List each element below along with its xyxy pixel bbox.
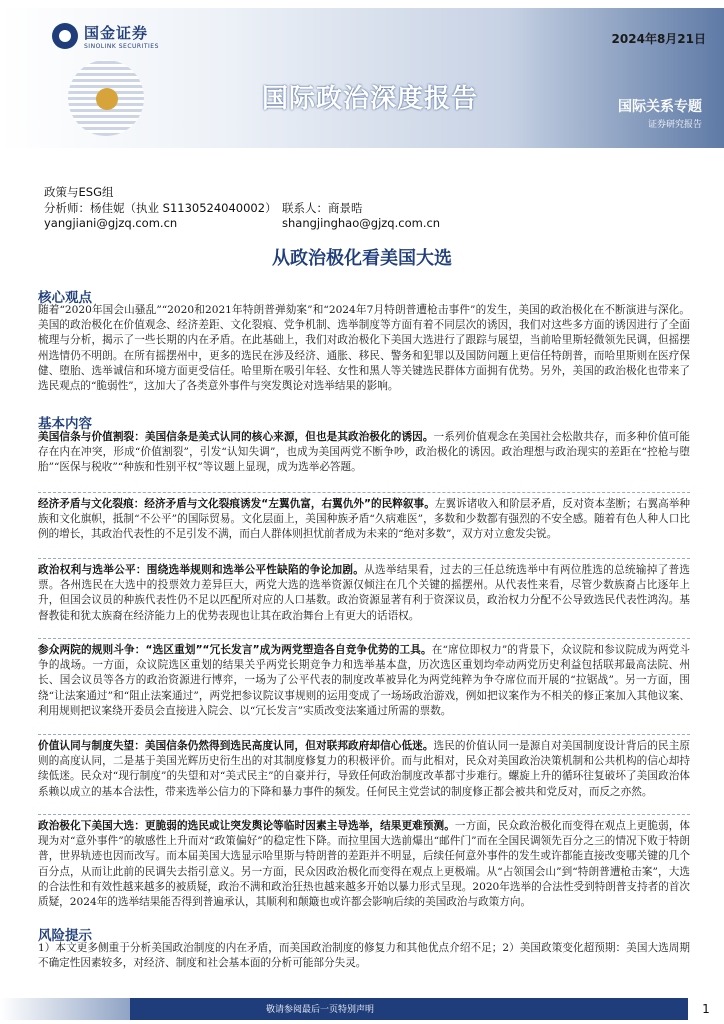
contact-line: 联系人：商景晧 xyxy=(282,201,363,215)
basic-item-lead: 政治权利与选举公平：围绕选举规则和选举公平性缺陷的争论加剧。 xyxy=(38,564,365,576)
basic-heading: 基本内容 xyxy=(38,416,92,432)
qr-center-badge-icon xyxy=(96,88,118,110)
risk-heading: 风险提示 xyxy=(38,928,92,944)
basic-item xyxy=(38,819,690,910)
basic-item-lead: 价值认同与制度失望：美国信条仍然得到选民高度认同，但对联邦政府却信心低迷。 xyxy=(38,740,434,752)
basic-item-text: 从选举结果看，过去的三任总统选举中有两位胜选的总统输掉了普选票。各州选民在大选中的投票效力差异巨大，两党大选的选举资源仅倾注在几个关键的摇摆州。从代表性来看，尽管少数族裔占比逐年上升，但国会议员的种族代表性仍不足以匹配所对应的人口基数。政治资源显著有利于资深议员，政治权力分配不公导致选民代表性鸿沟。基督教徒和犹太族裔在经济能力上的优势表现也让其在政治舞台上有更大的话语权。 xyxy=(38,564,690,622)
risk-paragraph: 1）本文更多侧重于分析美国政治制度的内在矛盾，而美国政治制度的修复力和其他优点介绍不足；2）美国政策变化超预期：美国大选周期不确定性因素较多，对经济、制度和社会基本面的分析可能部分失灵。 xyxy=(38,942,690,970)
basic-item-lead: 政治极化下美国大选：更脆弱的选民或让突发舆论等临时因素主导选举，结果更难预测。 xyxy=(38,820,455,832)
core-paragraph: 随着“2020年国会山骚乱”“2020和2021年特朗普弹劾案”和“2024年7月特朗普遭枪击事件”的发生，美国的政治极化在不断演进与深化。美国的政治极化在价值观念、经济差距、文化裂痕、党争机制、选举制度等方面有着不同层次的诱因，我们对这些多方面的诱因进行了全面梳理与分析，揭示了一些长期的内在矛盾。在此基础上，我们对政治极化下美国大选进行了跟踪与展望，当前哈里斯轻微领先民调，但摇摆州选情仍不明朗。在所有摇摆州中，更多的选民在涉及经济、通胀、移民、警务和犯罪以及国防问题上更信任特朗普，而哈里斯则在医疗保健、堕胎、选举诚信和环境方面更受信任。哈里斯在吸引年轻、女性和黑人等关键选民群体方面拥有优势。另外，美国的政治极化也带来了选民观点的“脆弱性”，这加大了各类意外事件与突发舆论对选举结果的影响。 xyxy=(38,304,690,393)
logo-name-en: SINOLINK SECURITIES xyxy=(84,43,159,50)
page-number: 1 xyxy=(688,998,724,1020)
report-date: 2024年8月21日 xyxy=(611,32,706,46)
core-heading: 核心观点 xyxy=(38,290,92,306)
document-title: 从政治极化看美国大选 xyxy=(272,248,452,269)
analyst-line: 分析师：杨佳妮（执业 S1130524040002） xyxy=(44,201,277,215)
report-series-sub: 证券研究报告 xyxy=(647,120,702,130)
divider xyxy=(38,814,690,815)
logo-name-cn: 国金证券 xyxy=(84,24,149,42)
basic-item-lead: 美国信条与价值割裂：美国信条是美式认同的核心来源，但也是其政治极化的诱因。 xyxy=(38,431,434,443)
team-name: 政策与ESG组 xyxy=(44,185,114,199)
report-type-title: 国际政治深度报告 xyxy=(262,84,479,114)
basic-item xyxy=(38,497,690,543)
basic-item xyxy=(38,430,690,476)
analyst-email[interactable]: yangjiani@gjzq.com.cn xyxy=(44,216,178,230)
basic-item xyxy=(38,563,690,624)
footer-disclaimer[interactable]: 敬请参阅最后一页特别声明 xyxy=(265,1005,374,1015)
basic-item-text: 选民的价值认同一是源自对美国制度设计背后的民主原则的高度认同，二是基于美国光辉历史衍生出的对其制度修复力的积极评价。而与此相对，民众对美国政治决策机制和公共机构的信心却持续低迷。民众对“现行制度”的失望和对“美式民主”的自豪并行，导致任何政治制度改革都寸步难行。螺旋上升的循环往复破坏了美国政治体系赖以成立的基本合法性，带来选举公信力的下降和暴力事件的频发。任何民主党尝试的制度修正都会被共和党反对，而反之亦然。 xyxy=(38,740,690,798)
contact-email[interactable]: shangjinghao@gjzq.com.cn xyxy=(282,216,441,230)
logo-mark-icon xyxy=(52,23,78,49)
report-header xyxy=(0,0,724,150)
basic-item-lead: 经济矛盾与文化裂痕：经济矛盾与文化裂痕诱发“左翼仇富，右翼仇外”的民粹叙事。 xyxy=(38,498,435,510)
basic-item-lead: 参众两院的规则斗争：“选区重划”“冗长发言”成为两党塑造各自竞争优势的工具。 xyxy=(38,644,432,656)
basic-item-text: 一方面，民众政治极化而变得在观点上更脆弱，体现为对“意外事件”的敏感性上升而对“政策偏好”的稳定性下降。而拉里国大选前爆出“邮件门”而在全国民调领先百分之三的情况下败于特朗普，世界轨迹也因而改写。而本届美国大选显示哈里斯与特朗普的差距并不明显，后续任何意外事件的发生或许都能直接改变哪关键的几个百分点，从而让此前的民调失去指引意义。另一方面，民众因政治极化而变得在观点上更极端。从“占领国会山”到“特朗普遭枪击案”，大选的合法性和有效性越来越多的被质疑，政治不满和政治狂热也越来越多开始以暴力形式呈现。2020年选举的合法性受到特朗普支持者的首次质疑，2024年的选举结果能否得到普遍承认，其顺利和颠簸也或许都会影响后续的美国政治与政策方向。 xyxy=(38,820,691,909)
divider xyxy=(38,638,690,639)
basic-item-text: 一系列价值观念在美国社会松散共存，而多种价值可能存在内在冲突，形成“价值割裂”，引发“认知失调”，也成为美国两党不断争吵，政治极化的诱因。政治理想与政治现实的差距在“控枪与堕胎”“医保与税收”“种族和性别平权”等议题上显现，成为选举必答题。 xyxy=(38,431,690,474)
divider xyxy=(38,492,690,493)
basic-item-text: 左翼诉诸收入和阶层矛盾，反对资本垄断；右翼高举种族和文化旗帜，抵制“不公平”的国际贸易。文化层面上，美国种族矛盾“久病难医”，多数和少数都有强烈的不安全感。随着有色人种人口比例的增长，其政治代表性的不足引发不满，而白人群体则担忧前者成为未来的“绝对多数”，双方对立愈发尖锐。 xyxy=(38,498,691,541)
divider xyxy=(38,734,690,735)
basic-item-text: 在“席位即权力”的背景下，众议院和参议院成为两党斗争的战场。一方面，众议院选区重划的结果关乎两党长期竞争力和选举基本盘，历次选区重划均牵动两党历史利益包括联邦最高法院、州长、国会议员等各方的政治资源进行博弈，一场为了公平代表的制度改革被异化为两党纯粹为争夺席位而开展的“拉锯战”。另一方面，围绕“让法案通过”和“阻止法案通过”，两党把参议院议事规则的运用变成了一场场政治游戏，例如把议案作为不相关的修正案加入其他议案、利用规则把议案绕开委员会直接进入院会、以“冗长发言”实质改变法案通过所需的票数。 xyxy=(38,644,690,717)
report-series: 国际关系专题 xyxy=(618,99,702,115)
company-logo xyxy=(52,22,159,50)
basic-item xyxy=(38,643,690,719)
basic-item xyxy=(38,739,690,800)
divider xyxy=(38,558,690,559)
